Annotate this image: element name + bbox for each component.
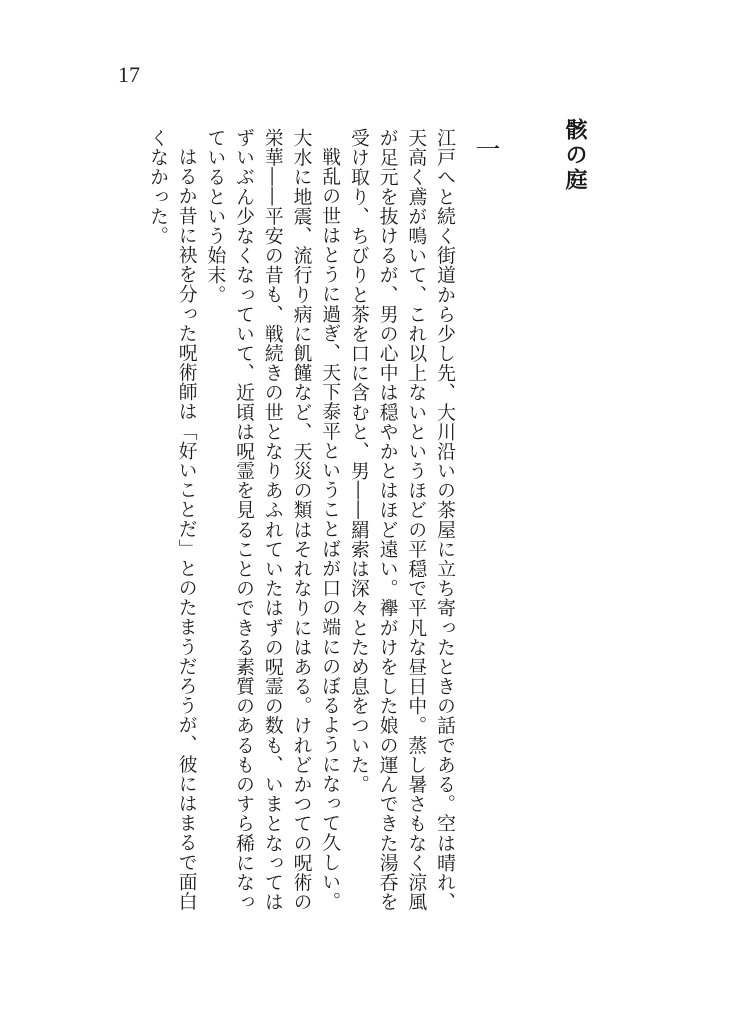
paragraph: 戦乱の世はとうに過ぎ、天下泰平ということばが口の端にのぼるようになって久しい。大水に地震、流行り病に飢饉など、天災の類はそれなりにはある。けれどかつての呪術の栄華――平安の昔も、戦続きの世となりあふれていたはずの呪霊の数も、いまとなってはずいぶん少なくなっていて、近頃は呪霊を見ることのできる素質のあるものすら稀になっているという始末。 bbox=[204, 128, 341, 912]
page-number: 17 bbox=[118, 62, 140, 87]
chapter-title: 骸の庭 bbox=[562, 118, 588, 193]
paragraph: はるか昔に袂を分った呪術師は「好いことだ」とのたまうだろうが、彼にはまるで面白くなかった。 bbox=[146, 128, 197, 911]
section-number: 一 bbox=[472, 136, 501, 161]
body-text bbox=[108, 128, 458, 928]
paragraph: 江戸へと続く街道から少し先、大川沿いの茶屋に立ち寄ったときの話である。空は晴れ、天高く鳶が鳴いて、これ以上ないというほどの平穏で平凡な昼日中。蒸し暑さもなく涼風が足元を抜けるが、男の心中は穏やかとはほど遠い。襷がけをした娘の運んできた湯呑を受け取り、ちびりと茶を口に含むと、男――羂索は深々とため息をついた。 bbox=[347, 128, 455, 912]
